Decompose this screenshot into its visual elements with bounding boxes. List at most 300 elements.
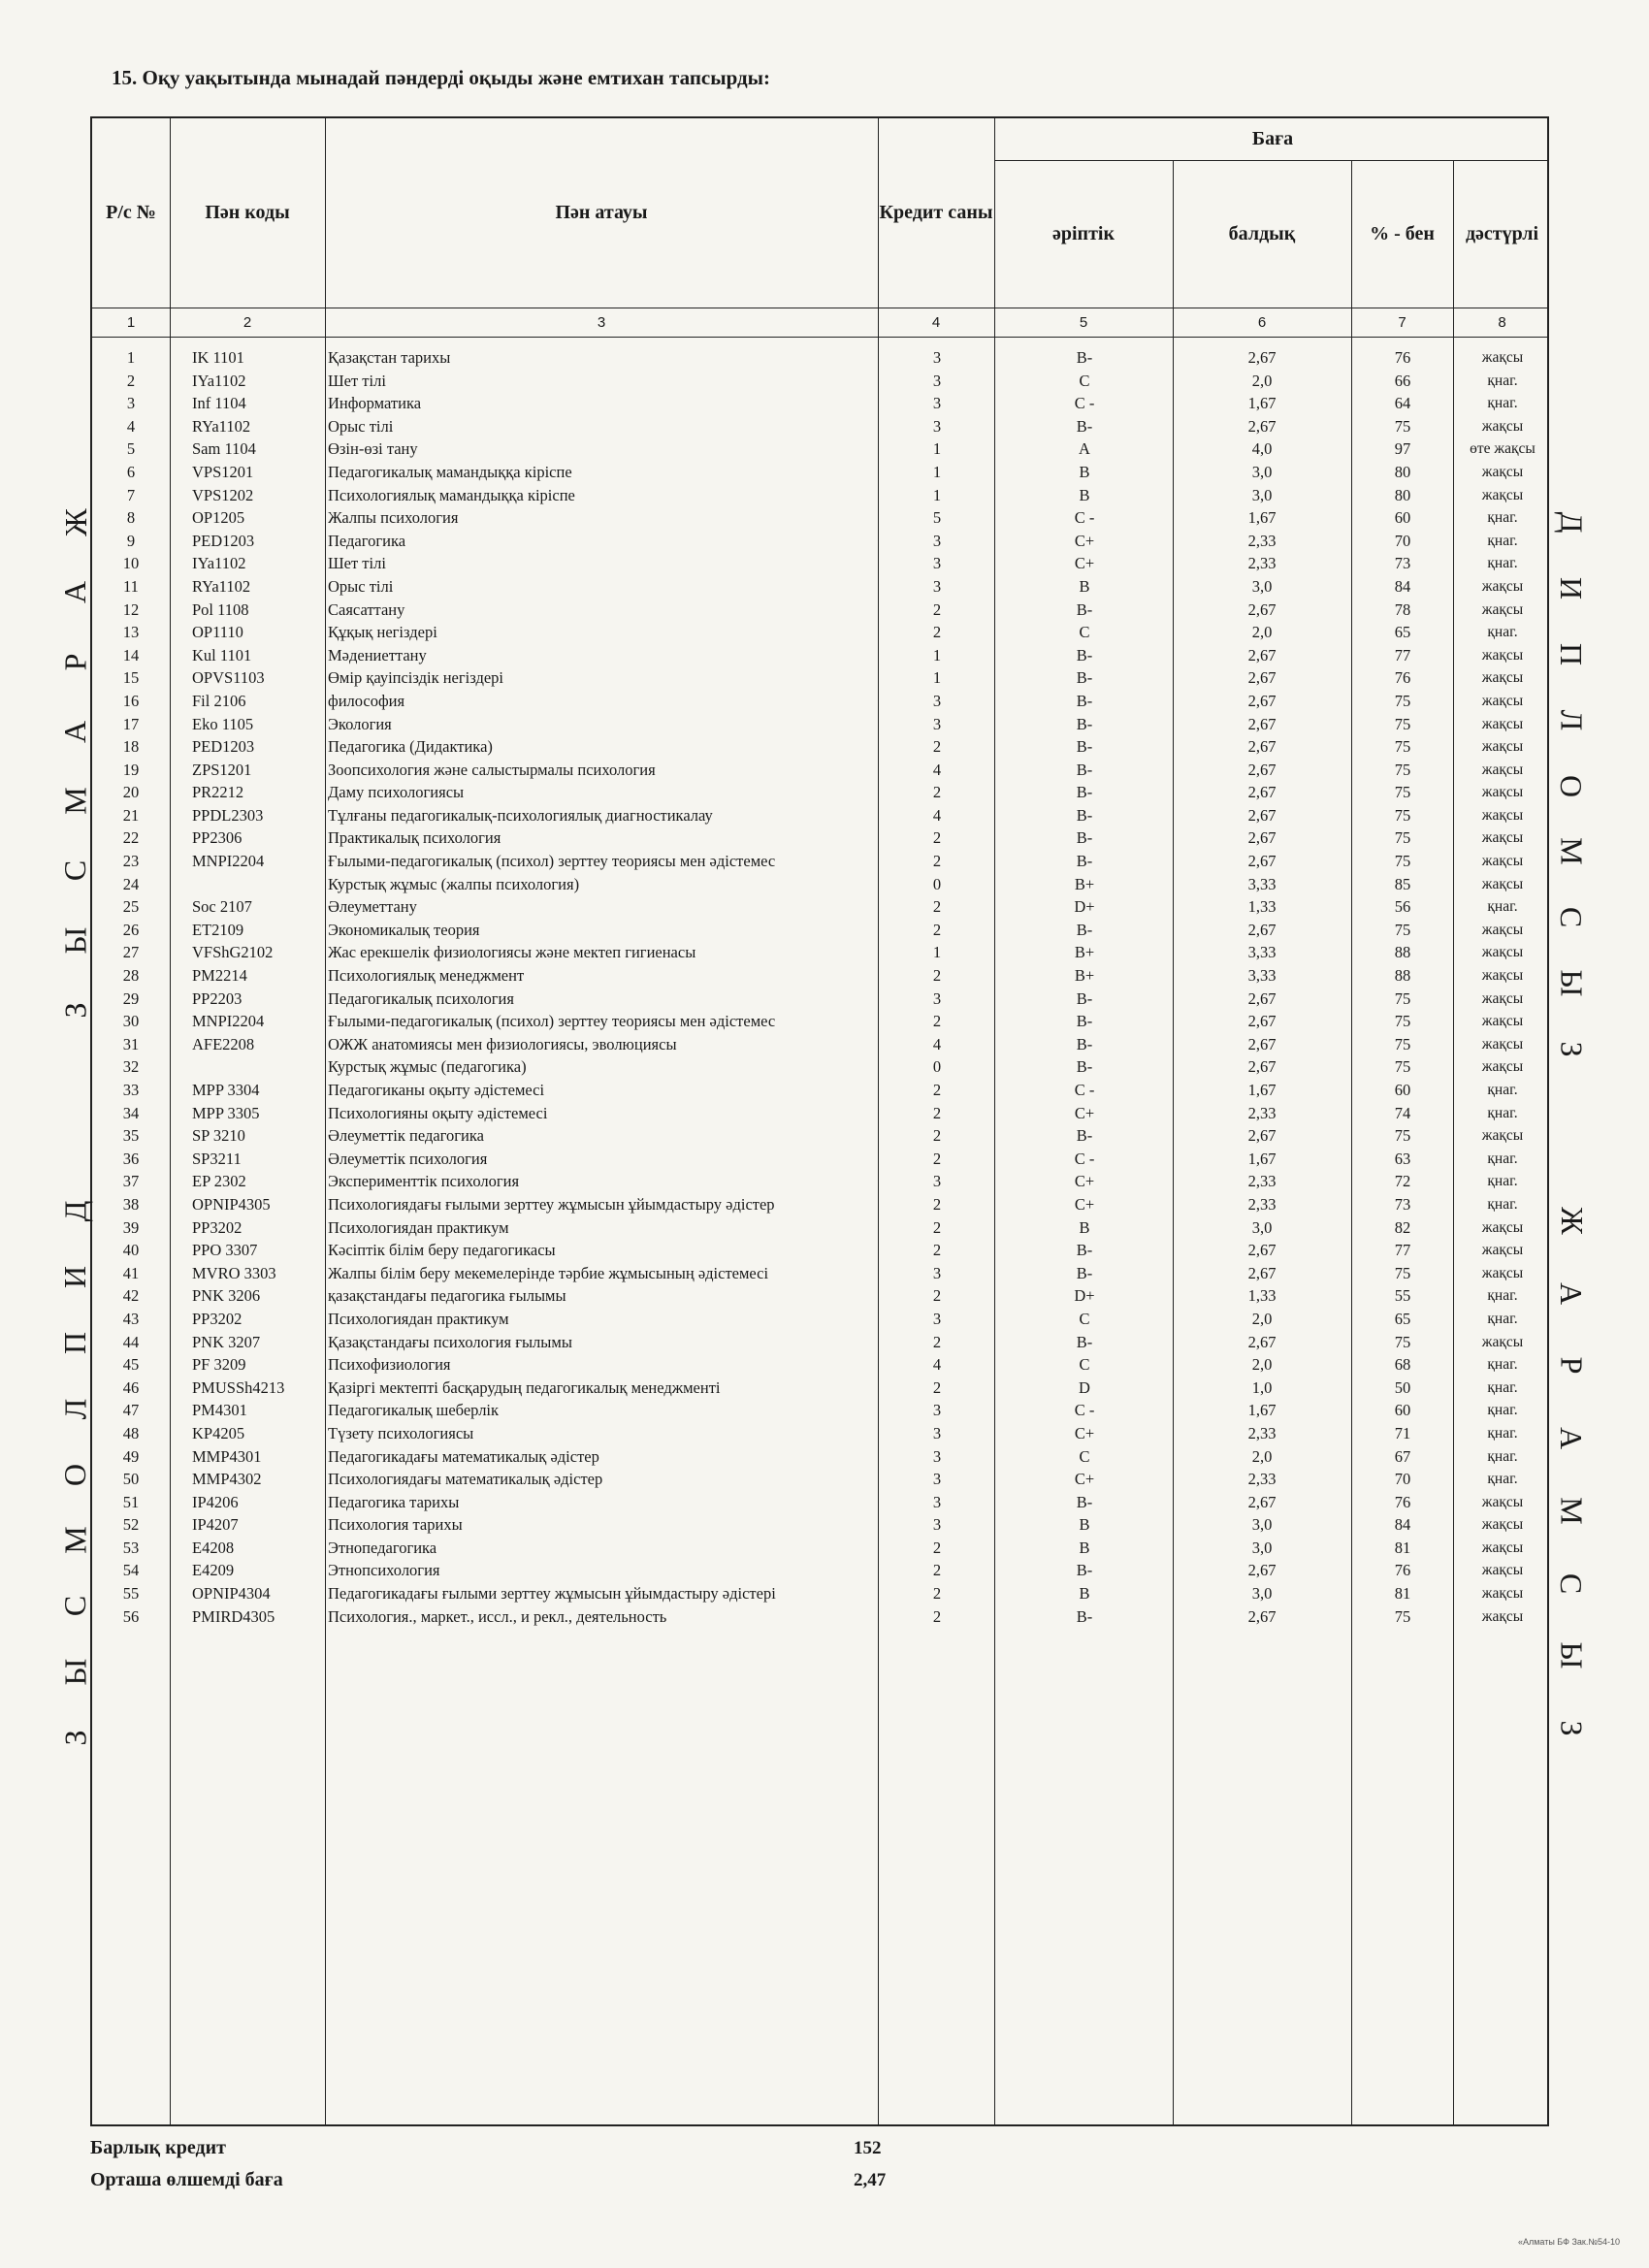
credit-count: 3: [932, 1446, 942, 1466]
subject-name: Түзету психологиясы: [328, 1423, 474, 1442]
grade-percent: 76: [1394, 668, 1411, 688]
subject-code: Soc 2107: [192, 897, 252, 917]
grade-points: 1,67: [1247, 1149, 1277, 1168]
credit-count: 2: [932, 852, 942, 871]
letter-grade: C -: [1074, 1149, 1095, 1168]
traditional-grade: қнаг.: [1487, 1287, 1518, 1305]
credit-count: 1: [932, 462, 942, 481]
subject-code: OPVS1103: [192, 668, 265, 688]
side-letter: Ж: [57, 508, 93, 536]
credit-count: 2: [932, 920, 942, 939]
header-percent: % - бен: [1370, 222, 1435, 244]
side-letter: Р: [1554, 1357, 1590, 1375]
subject-name: Педагогикадағы ғылыми зерттеу жұмысын ұйымдастыру әдістері: [328, 1584, 776, 1604]
side-letter: З: [57, 1002, 93, 1019]
table-row: [92, 506, 1547, 530]
row-number: 8: [126, 508, 136, 528]
grade-percent: 64: [1394, 394, 1411, 413]
row-number: 56: [122, 1606, 140, 1626]
letter-grade: C+: [1074, 1470, 1095, 1489]
col-number: 8: [1498, 313, 1506, 331]
grade-percent: 75: [1394, 920, 1411, 939]
side-letter: М: [57, 787, 93, 816]
row-divider: [92, 337, 1547, 338]
grade-points: 2,67: [1247, 1034, 1277, 1053]
subject-code: OPNIP4305: [192, 1194, 271, 1214]
table-row: [92, 392, 1547, 415]
grade-points: 2,67: [1247, 1606, 1277, 1626]
traditional-grade: жақсы: [1481, 669, 1524, 687]
letter-grade: B+: [1074, 943, 1095, 962]
subject-name: Шет тілі: [328, 371, 386, 390]
traditional-grade: қнаг.: [1487, 898, 1518, 916]
table-row: [92, 552, 1547, 575]
table-row: [92, 530, 1547, 553]
letter-grade: B-: [1076, 1492, 1093, 1511]
credit-count: 3: [932, 1515, 942, 1535]
grade-percent: 76: [1394, 1492, 1411, 1511]
subject-name: Информатика: [328, 394, 422, 413]
grade-percent: 84: [1394, 1515, 1411, 1535]
subject-code: PED1203: [192, 531, 255, 550]
subject-code: OP1205: [192, 508, 245, 528]
row-number: 19: [122, 760, 140, 779]
row-number: 28: [122, 966, 140, 986]
table-row: [92, 1055, 1547, 1079]
side-text-right-top: [1552, 504, 1591, 1067]
row-number: 18: [122, 737, 140, 757]
subject-name: Әлеуметтану: [328, 897, 417, 917]
grade-percent: 73: [1394, 1194, 1411, 1214]
traditional-grade: қнаг.: [1487, 509, 1518, 527]
grade-percent: 60: [1394, 1401, 1411, 1420]
grade-percent: 88: [1394, 943, 1411, 962]
subject-code: KP4205: [192, 1423, 245, 1442]
letter-grade: B: [1079, 1538, 1090, 1557]
table-row: [92, 1033, 1547, 1056]
grade-percent: 67: [1394, 1446, 1411, 1466]
subject-name: Кәсіптік білім беру педагогикасы: [328, 1241, 556, 1260]
table-row: [92, 415, 1547, 438]
traditional-grade: қнаг.: [1487, 1310, 1518, 1327]
traditional-grade: жақсы: [1481, 1242, 1524, 1259]
letter-grade: C+: [1074, 1103, 1095, 1122]
letter-grade: B: [1079, 1584, 1090, 1604]
credit-count: 3: [932, 691, 942, 710]
grade-percent: 76: [1394, 1561, 1411, 1580]
table-row: [92, 1468, 1547, 1491]
traditional-grade: жақсы: [1481, 967, 1524, 985]
credit-count: 4: [932, 1355, 942, 1375]
traditional-grade: қнаг.: [1487, 1471, 1518, 1488]
row-number: 31: [122, 1034, 140, 1053]
credit-count: 3: [932, 576, 942, 596]
traditional-grade: жақсы: [1481, 1218, 1524, 1236]
grade-points: 3,0: [1251, 462, 1273, 481]
grade-percent: 88: [1394, 966, 1411, 986]
grades-table: [90, 116, 1549, 2126]
grade-percent: 70: [1394, 1470, 1411, 1489]
grade-percent: 75: [1394, 852, 1411, 871]
credit-count: 2: [932, 1241, 942, 1260]
credit-count: 3: [932, 531, 942, 550]
table-row: [92, 1513, 1547, 1537]
letter-grade: C+: [1074, 1423, 1095, 1442]
letter-grade: B+: [1074, 874, 1095, 893]
col-number: 6: [1257, 313, 1267, 331]
grade-points: 1,67: [1247, 508, 1277, 528]
grade-points: 1,0: [1251, 1377, 1273, 1397]
subject-code: IP4207: [192, 1515, 239, 1535]
letter-grade: B-: [1076, 668, 1093, 688]
credit-count: 4: [932, 760, 942, 779]
letter-grade: C: [1079, 1355, 1090, 1375]
subject-name: Психология., маркет., иссл., и рекл., деятельность: [328, 1606, 667, 1626]
credit-count: 2: [932, 1584, 942, 1604]
subject-name: Курстық жұмыс (жалпы психология): [328, 874, 580, 893]
row-number: 10: [122, 554, 140, 573]
traditional-grade: қнаг.: [1487, 624, 1518, 641]
print-stamp: «Алматы БФ Зак.№54-10: [1517, 2237, 1620, 2247]
credit-count: 1: [932, 943, 942, 962]
table-row: [92, 1170, 1547, 1193]
grade-percent: 66: [1394, 371, 1411, 390]
avg-grade-value: 2,47: [854, 2170, 887, 2190]
grade-points: 2,67: [1247, 1126, 1277, 1146]
letter-grade: C: [1079, 1309, 1090, 1328]
row-number: 52: [122, 1515, 140, 1535]
row-number: 29: [122, 988, 140, 1008]
grade-points: 3,0: [1251, 1217, 1273, 1237]
side-letter: Ж: [1554, 1207, 1590, 1235]
subject-name: Курстық жұмыс (педагогика): [328, 1057, 527, 1077]
subject-name: Практикалық психология: [328, 828, 501, 848]
grade-percent: 75: [1394, 714, 1411, 733]
credit-count: 2: [932, 1561, 942, 1580]
side-text-right-bottom: [1552, 1203, 1591, 1746]
credit-count: 0: [932, 874, 942, 893]
credit-count: 2: [932, 1332, 942, 1351]
grade-percent: 77: [1394, 645, 1411, 664]
credit-count: 1: [932, 485, 942, 504]
side-letter: Д: [1554, 511, 1590, 534]
subject-code: PPDL2303: [192, 805, 264, 825]
table-row: [92, 1079, 1547, 1102]
side-letter: Ы: [57, 926, 93, 955]
credit-count: 2: [932, 1194, 942, 1214]
traditional-grade: жақсы: [1481, 761, 1524, 778]
traditional-grade: жақсы: [1481, 989, 1524, 1007]
traditional-grade: жақсы: [1481, 692, 1524, 709]
table-row: [92, 346, 1547, 370]
grade-percent: 68: [1394, 1355, 1411, 1375]
credit-count: 3: [932, 348, 942, 367]
traditional-grade: қнаг.: [1487, 1150, 1518, 1167]
grade-percent: 75: [1394, 1263, 1411, 1282]
grade-points: 2,67: [1247, 668, 1277, 688]
subject-name: Мәдениеттану: [328, 645, 427, 664]
traditional-grade: өте жақсы: [1470, 440, 1536, 458]
subject-name: Этнопедагогика: [328, 1538, 437, 1557]
letter-grade: B-: [1076, 1057, 1093, 1077]
grade-points: 2,0: [1251, 1355, 1273, 1375]
subject-name: Психологиядан практикум: [328, 1217, 509, 1237]
header-letter: әріптік: [1052, 222, 1115, 244]
subject-name: Психологиядағы ғылыми зерттеу жұмысын ұйымдастыру әдістер: [328, 1194, 775, 1214]
subject-name: Жас ерекшелік физиологиясы және мектеп гигиенасы: [328, 943, 696, 962]
grade-points: 1,67: [1247, 1401, 1277, 1420]
subject-name: Экономикалық теория: [328, 920, 480, 939]
row-number: 13: [122, 623, 140, 642]
grade-percent: 75: [1394, 1606, 1411, 1626]
grade-points: 2,33: [1247, 1423, 1277, 1442]
grade-points: 2,67: [1247, 348, 1277, 367]
credit-count: 3: [932, 1401, 942, 1420]
subject-code: MPP 3304: [192, 1081, 260, 1099]
grade-percent: 84: [1394, 576, 1411, 596]
subject-code: SP 3210: [192, 1126, 245, 1146]
traditional-grade: жақсы: [1481, 738, 1524, 756]
grade-points: 2,67: [1247, 828, 1277, 848]
side-letter: Р: [57, 653, 93, 671]
grade-percent: 78: [1394, 599, 1411, 619]
row-number: 3: [126, 394, 136, 413]
col-number: 7: [1398, 313, 1406, 331]
subject-name: Педагогикалық мамандыққа кіріспе: [328, 462, 572, 481]
subject-code: MVRO 3303: [192, 1263, 276, 1282]
side-letter: З: [1554, 1041, 1590, 1057]
side-letter: М: [1554, 837, 1590, 866]
credit-count: 2: [932, 1286, 942, 1306]
table-row: [92, 1262, 1547, 1285]
subject-code: VPS1201: [192, 462, 254, 481]
row-number: 40: [122, 1241, 140, 1260]
header-traditional: дәстүрлі: [1465, 222, 1539, 244]
subject-code: PF 3209: [192, 1355, 246, 1375]
grade-percent: 75: [1394, 691, 1411, 710]
row-number: 7: [126, 485, 136, 504]
traditional-grade: қнаг.: [1487, 1447, 1518, 1465]
grade-points: 2,0: [1251, 1446, 1273, 1466]
row-number: 12: [122, 599, 140, 619]
subject-code: Sam 1104: [192, 439, 256, 459]
row-number: 38: [122, 1194, 140, 1214]
table-row: [92, 1582, 1547, 1605]
letter-grade: C: [1079, 1446, 1090, 1466]
traditional-grade: жақсы: [1481, 577, 1524, 595]
table-row: [92, 1239, 1547, 1262]
table-row: [92, 370, 1547, 393]
grade-percent: 75: [1394, 760, 1411, 779]
subject-code: IP4206: [192, 1492, 239, 1511]
row-number: 44: [122, 1332, 140, 1351]
letter-grade: B-: [1076, 1012, 1093, 1031]
letter-grade: D+: [1074, 1286, 1095, 1306]
grade-percent: 75: [1394, 1034, 1411, 1053]
subject-code: PMUSSh4213: [192, 1377, 285, 1397]
grade-percent: 75: [1394, 828, 1411, 848]
row-number: 51: [122, 1492, 140, 1511]
letter-grade: B-: [1076, 1606, 1093, 1626]
subject-name: Өмір қауіпсіздік негіздері: [328, 668, 504, 688]
grade-percent: 71: [1394, 1423, 1411, 1442]
subject-code: AFE2208: [192, 1034, 255, 1053]
credit-count: 2: [932, 897, 942, 917]
letter-grade: B-: [1076, 416, 1093, 436]
credit-count: 3: [932, 371, 942, 390]
subject-name: Құқық негіздері: [328, 623, 437, 642]
grade-points: 3,0: [1251, 576, 1273, 596]
row-number: 45: [122, 1355, 140, 1375]
grade-points: 2,67: [1247, 1012, 1277, 1031]
grade-points: 2,67: [1247, 920, 1277, 939]
credit-count: 3: [932, 1309, 942, 1328]
grade-points: 2,33: [1247, 1194, 1277, 1214]
subject-name: Эксперименттік психология: [328, 1172, 520, 1191]
grade-percent: 70: [1394, 531, 1411, 550]
grade-points: 2,67: [1247, 714, 1277, 733]
credit-count: 2: [932, 1126, 942, 1146]
total-credit-label: Барлық кредит: [90, 2137, 226, 2158]
row-number: 35: [122, 1126, 140, 1146]
credit-count: 2: [932, 1012, 942, 1031]
side-letter: А: [1554, 1427, 1590, 1450]
letter-grade: B-: [1076, 1332, 1093, 1351]
row-number: 20: [122, 783, 140, 802]
subject-name: философия: [328, 691, 405, 710]
traditional-grade: қнаг.: [1487, 1082, 1518, 1098]
subject-code: MPP 3305: [192, 1103, 260, 1122]
subject-name: Педагогикалық психология: [328, 988, 514, 1008]
grade-percent: 65: [1394, 1309, 1411, 1328]
row-number: 4: [126, 416, 136, 436]
header-credit: Кредит саны: [879, 202, 993, 223]
table-row: [92, 941, 1547, 964]
letter-grade: B-: [1076, 760, 1093, 779]
credit-count: 3: [932, 714, 942, 733]
letter-grade: B-: [1076, 1126, 1093, 1146]
row-number: 16: [122, 691, 140, 710]
table-row: [92, 964, 1547, 988]
row-number: 15: [122, 668, 140, 688]
credit-count: 3: [932, 416, 942, 436]
side-letter: Ы: [1554, 969, 1590, 997]
letter-grade: B-: [1076, 1561, 1093, 1580]
grade-points: 1,67: [1247, 394, 1277, 413]
table-row: [92, 1193, 1547, 1216]
subject-code: EP 2302: [192, 1172, 246, 1191]
side-letter: Ы: [57, 1658, 93, 1686]
subject-name: Ғылыми-педагогикалық (психол) зерттеу теориясы мен әдістемес: [328, 1012, 776, 1031]
grade-percent: 72: [1394, 1172, 1411, 1191]
table-row: [92, 1422, 1547, 1445]
subject-name: Жалпы білім беру мекемелерінде тәрбие жұмысының әдістемесі: [328, 1263, 769, 1282]
grade-points: 1,33: [1247, 897, 1277, 917]
credit-count: 1: [932, 645, 942, 664]
subject-name: Психофизиология: [328, 1355, 451, 1375]
subject-code: PNK 3206: [192, 1286, 261, 1306]
grade-points: 2,67: [1247, 1561, 1277, 1580]
table-row: [92, 1102, 1547, 1125]
grade-percent: 50: [1394, 1377, 1411, 1397]
credit-count: 3: [932, 988, 942, 1008]
row-number: 53: [122, 1538, 140, 1557]
subject-name: Саясаттану: [328, 599, 405, 619]
subject-code: Kul 1101: [192, 645, 252, 664]
grade-points: 2,0: [1251, 1309, 1273, 1328]
subject-name: Педагогикалық шеберлік: [328, 1401, 500, 1420]
row-number: 2: [126, 371, 136, 390]
traditional-grade: жақсы: [1481, 600, 1524, 618]
traditional-grade: қнаг.: [1487, 1173, 1518, 1190]
grade-points: 3,0: [1251, 485, 1273, 504]
grade-percent: 75: [1394, 1126, 1411, 1146]
row-number: 21: [122, 805, 140, 825]
row-number: 34: [122, 1103, 140, 1122]
table-row: [92, 850, 1547, 873]
subject-code: E4209: [192, 1561, 235, 1580]
table-body: [92, 346, 1547, 1628]
traditional-grade: жақсы: [1481, 715, 1524, 732]
credit-count: 2: [932, 1377, 942, 1397]
grade-points: 2,67: [1247, 760, 1277, 779]
subject-name: қазақстандағы педагогика ғылымы: [328, 1286, 566, 1306]
traditional-grade: қнаг.: [1487, 1356, 1518, 1374]
traditional-grade: жақсы: [1481, 944, 1524, 961]
traditional-grade: жақсы: [1481, 1264, 1524, 1281]
subject-code: MNPI2204: [192, 1012, 265, 1031]
letter-grade: C -: [1074, 1401, 1095, 1420]
side-letter: О: [1554, 774, 1590, 797]
traditional-grade: қнаг.: [1487, 1378, 1518, 1396]
table-row: [92, 826, 1547, 850]
grade-points: 2,67: [1247, 852, 1277, 871]
credit-count: 3: [932, 394, 942, 413]
side-letter: Д: [57, 1200, 93, 1222]
subject-code: IYa1102: [192, 554, 246, 573]
subject-code: PM2214: [192, 966, 247, 986]
side-letter: П: [1554, 642, 1590, 665]
table-row: [92, 1445, 1547, 1469]
row-number: 54: [122, 1561, 140, 1580]
table-row: [92, 575, 1547, 599]
table-row: [92, 666, 1547, 690]
credit-count: 2: [932, 783, 942, 802]
credit-count: 3: [932, 1470, 942, 1489]
grade-points: 2,0: [1251, 623, 1273, 642]
table-row: [92, 1377, 1547, 1400]
row-number: 39: [122, 1217, 140, 1237]
traditional-grade: жақсы: [1481, 1562, 1524, 1579]
grade-percent: 74: [1394, 1103, 1411, 1122]
letter-grade: B-: [1076, 1241, 1093, 1260]
row-number: 32: [122, 1057, 140, 1077]
table-row: [92, 988, 1547, 1011]
subject-code: PP3202: [192, 1217, 242, 1237]
side-letter: П: [57, 1331, 93, 1354]
letter-grade: B-: [1076, 714, 1093, 733]
letter-grade: B+: [1074, 966, 1095, 986]
subject-name: Қазақстандағы психология ғылымы: [328, 1332, 572, 1351]
credit-count: 3: [932, 1172, 942, 1191]
table-row: [92, 1148, 1547, 1171]
subject-name: Экология: [328, 714, 392, 733]
traditional-grade: жақсы: [1481, 1539, 1524, 1556]
side-letter: Л: [57, 1398, 93, 1419]
credit-count: 3: [932, 1492, 942, 1511]
table-row: [92, 461, 1547, 484]
letter-grade: D: [1079, 1377, 1090, 1397]
